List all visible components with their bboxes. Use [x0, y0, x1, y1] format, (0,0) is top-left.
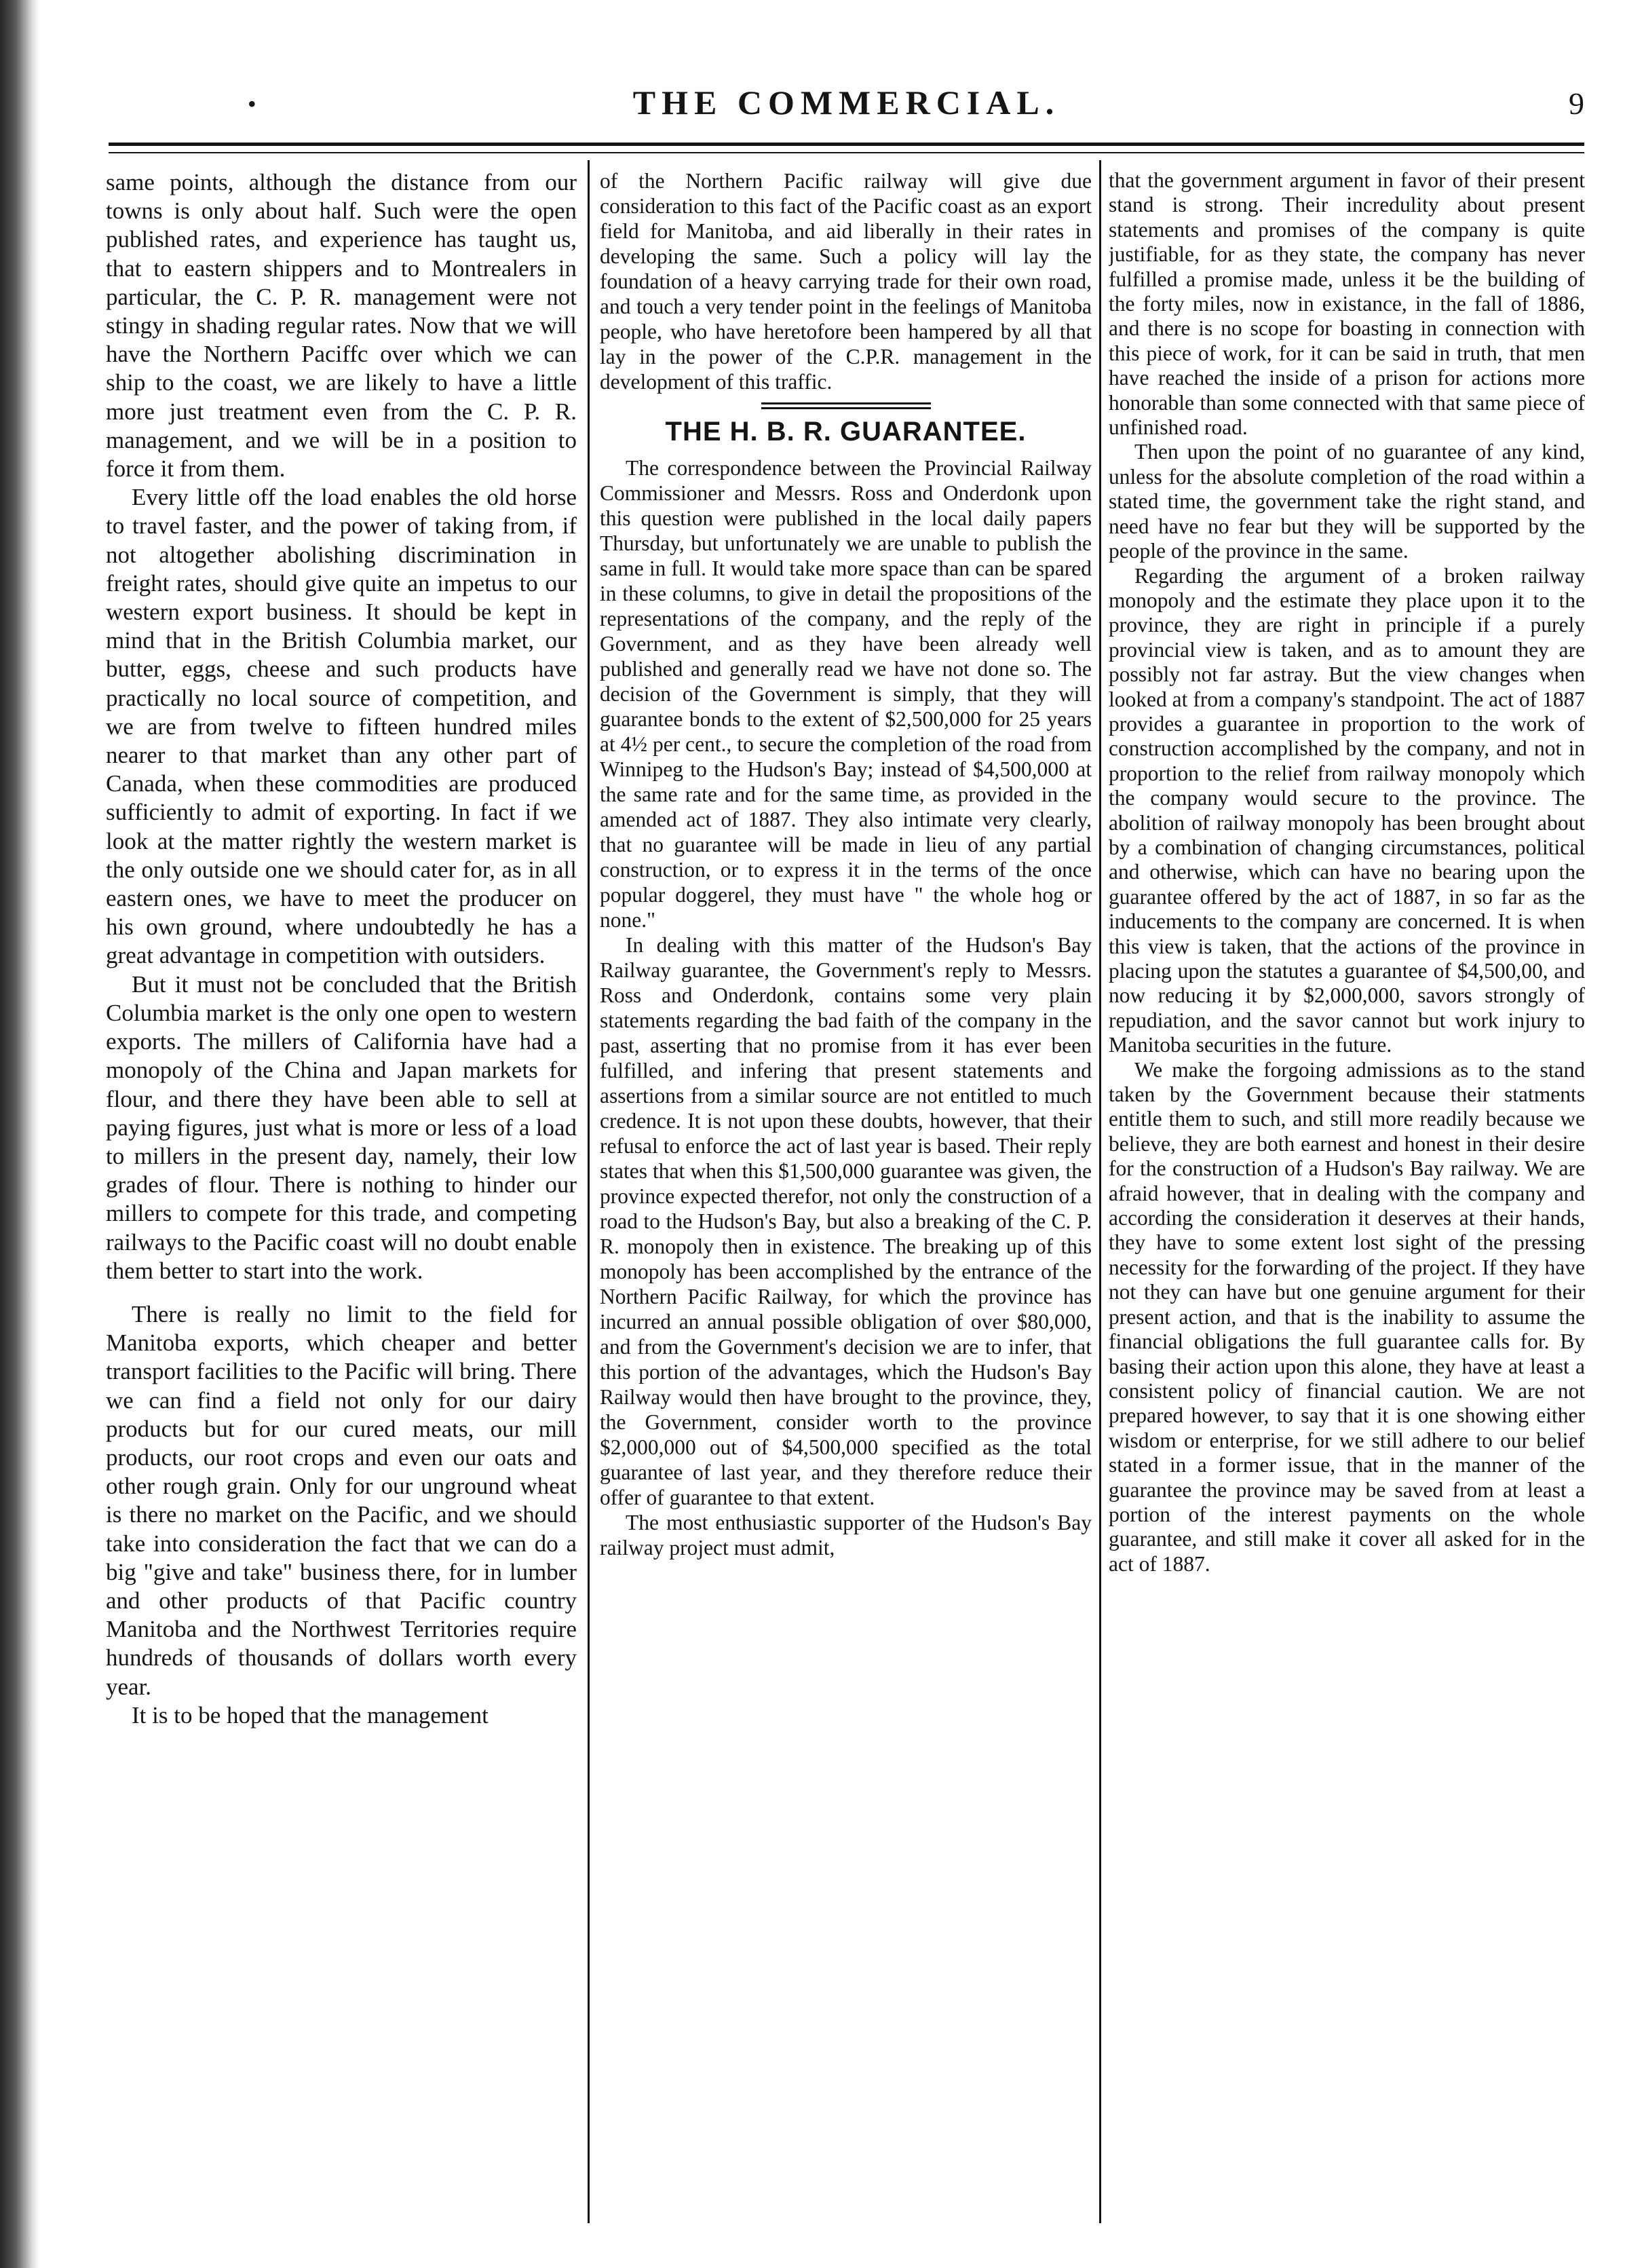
- paragraph: There is really no limit to the field for Manitoba exports, which cheaper and better transport facilities to the Pacific will bring. There we can find a field not only for our dairy products but for our cured meats, our mill products, our root crops and even our oats and other rough grain. Only for our unground wheat is there no market on the Pacific, and we should take into consideration the fact that we can do a big "give and take" business there, for in lumber and other products of that Pacific country Manitoba and the Northwest Territories require hundreds of thousands of dollars worth every year.: [106, 1300, 577, 1700]
- paragraph: of the Northern Pacific railway will give due consideration to this fact of the Pacific coast as an export field for Manitoba, and aid liberally in their rates in developing the same. Such a policy will lay the foundation of a heavy carrying trade for their own road, and touch a very tender point in the feelings of Manitoba people, who have heretofore been hampered by all that lay in the power of the C.P.R. management in the development of this traffic.: [600, 169, 1092, 394]
- page-number: 9: [1569, 86, 1584, 121]
- paragraph: Regarding the argument of a broken railway monopoly and the estimate they place upon it to the province, they are right in principle if a purely provincial view is taken, and as to amount they are possibly not far astray. But the view changes when looked at from a company's standpoint. The act of 1887 provides a guarantee in proportion to the work of construction accomplished by the company, and not in proportion to the relief from railway monopoly which the company would secure to the province. The abolition of railway monopoly has been brought about by a combination of changing circumstances, political and otherwise, which can have no bearing upon the guarantee offered by the act of 1887, in so far as the inducements to the company are concerned. It is when this view is taken, that the actions of the province in placing upon the statutes a guarantee of $4,500,00, and now reducing it by $2,000,000, savors strongly of repudiation, and the savor cannot but work injury to Manitoba securities in the future.: [1109, 563, 1585, 1057]
- section-divider: [761, 402, 931, 409]
- paragraph: It is to be hoped that the management: [132, 1701, 489, 1728]
- scanned-binding-edge: [0, 0, 39, 2268]
- page-header: [109, 83, 1584, 130]
- column-2: [600, 168, 1092, 2225]
- paragraph: We make the forgoing admissions as to the stand taken by the Government because their statments entitle them to such, and still more readily because we believe, they are both earnest and honest in their desire for the construction of a Hudson's Bay railway. We are afraid however, that in dealing with the company and according the consideration it deserves at their hands, they have to some extent lost sight of the pressing necessity for the forwarding of the project. If they have not they can have but one genuine argument for their present action, and that is the inability to assume the financial obligations the full guarantee calls for. By basing their action upon this alone, they have at least a consistent policy of financial caution. We are not prepared however, to say that it is one showing either wisdom or enterprise, for we still adhere to our belief stated in a former issue, that in the manner of the guarantee the province may be saved from at least a portion of the interest payments on the whole guarantee, and still make it cover all asked for in the act of 1887.: [1109, 1057, 1585, 1576]
- paragraph: Then upon the point of no guarantee of any kind, unless for the absolute completion of the road within a stated time, the government take the right stand, and need have no fear but they will be supported by the people of the province in the same.: [1109, 440, 1585, 563]
- paragraph: The most enthusiastic supporter of the Hudson's Bay railway project must admit,: [600, 1511, 1092, 1560]
- column-divider-1: [588, 160, 590, 2223]
- header-rule-thick: [109, 143, 1584, 146]
- header-rule-thin: [109, 152, 1584, 153]
- article-heading: THE H. B. R. GUARANTEE.: [665, 417, 1027, 447]
- masthead-title: THE COMMERCIAL.: [632, 83, 1060, 121]
- column-3: [1109, 168, 1585, 2225]
- paragraph: that the government argument in favor of their present stand is strong. Their incredulity about present statements and promises of the company is quite justifiable, for as they state, the company has never fulfilled a promise made, unless it be the building of the forty miles, now in existance, in the fall of 1886, and there is no scope for boasting in connection with this piece of work, for it can be said in truth, that men have reached the inside of a prison for actions more honorable than some connected with that same piece of unfinished road.: [1109, 168, 1585, 440]
- column-divider-2: [1099, 160, 1101, 2223]
- paragraph: In dealing with this matter of the Hudson's Bay Railway guarantee, the Government's reply to Messrs. Ross and Onderdonk, contains some very plain statements regarding the bad faith of the company in the past, asserting that no promise from it has ever been fulfilled, and infering that present statements and assertions from a similar source are not entitled to much credence. It is not upon these doubts, however, that their refusal to enforce the act of last year is based. Their reply states that when this $1,500,000 guarantee was given, the province expected therefor, not only the construction of a road to the Hudson's Bay, but also a breaking of the C. P. R. monopoly then in existence. The breaking up of this monopoly has been accomplished by the entrance of the Northern Pacific Railway, for which the province has incurred an annual possible obligation of over $80,000, and from the Government's decision we are to infer, that this portion of the advantages, which the Hudson's Bay Railway would then have brought to the province, they, the Government, consider worth to the province $2,000,000 out of $4,500,000 specified as the total guarantee of last year, and they therefore reduce their offer of guarantee to that extent.: [600, 933, 1092, 1509]
- header-bullet: •: [248, 90, 256, 117]
- paragraph: same points, although the distance from our towns is only about half. Such were the open published rates, and experience has taught us, that to eastern shippers and to Montrealers in particular, the C. P. R. management were not stingy in shading regular rates. Now that we will have the Northern Paciffc over which we can ship to the coast, we are likely to have a little more just treatment even from the C. P. R. management, and we will be in a position to force it from them.: [106, 169, 577, 483]
- paragraph: The correspondence between the Provincial Railway Commissioner and Messrs. Ross and Onderdonk upon this question were published in the local daily papers Thursday, but unfortunately we are unable to publish the same in full. It would take more space than can be spared in these columns, to give in detail the propositions of the representations of the company, and the reply of the Government, and as they have been already well published and generally read we have not done so. The decision of the Government is simply, that they will guarantee bonds to the extent of $2,500,000 for 25 years at 4½ per cent., to secure the completion of the road from Winnipeg to the Hudson's Bay; instead of $4,500,000 at the same rate and for the same time, as provided in the amended act of 1887. They also intimate very clearly, that no guarantee will be made in lieu of any partial construction, or to express it in the terms of the once popular doggerel, they must have " the whole hog or none.": [600, 456, 1092, 932]
- column-1: [106, 168, 577, 2225]
- paragraph: But it must not be concluded that the British Columbia market is the only one open to western exports. The millers of California have had a monopoly of the China and Japan markets for flour, and there they have been able to sell at paying figures, just what is more or less of a load to millers in the present day, namely, their low grades of flour. There is nothing to hinder our millers to compete for this trade, and competing railways to the Pacific coast will no doubt enable them better to start into the work.: [106, 970, 577, 1284]
- paragraph: Every little off the load enables the old horse to travel faster, and the power of taking from, if not altogether abolishing discrimination in freight rates, should give quite an impetus to our western export business. It should be kept in mind that in the British Columbia market, our butter, eggs, cheese and such products have practically no local source of competition, and we are from twelve to fifteen hundred miles nearer to that market than any other part of Canada, when these commodities are produced sufficiently to admit of exporting. In fact if we look at the matter rightly the western market is the only outside one we should cater for, as in all eastern ones, we have to meet the producer on his own ground, where undoubtedly he has a great advantage in competition with outsiders.: [106, 484, 577, 969]
